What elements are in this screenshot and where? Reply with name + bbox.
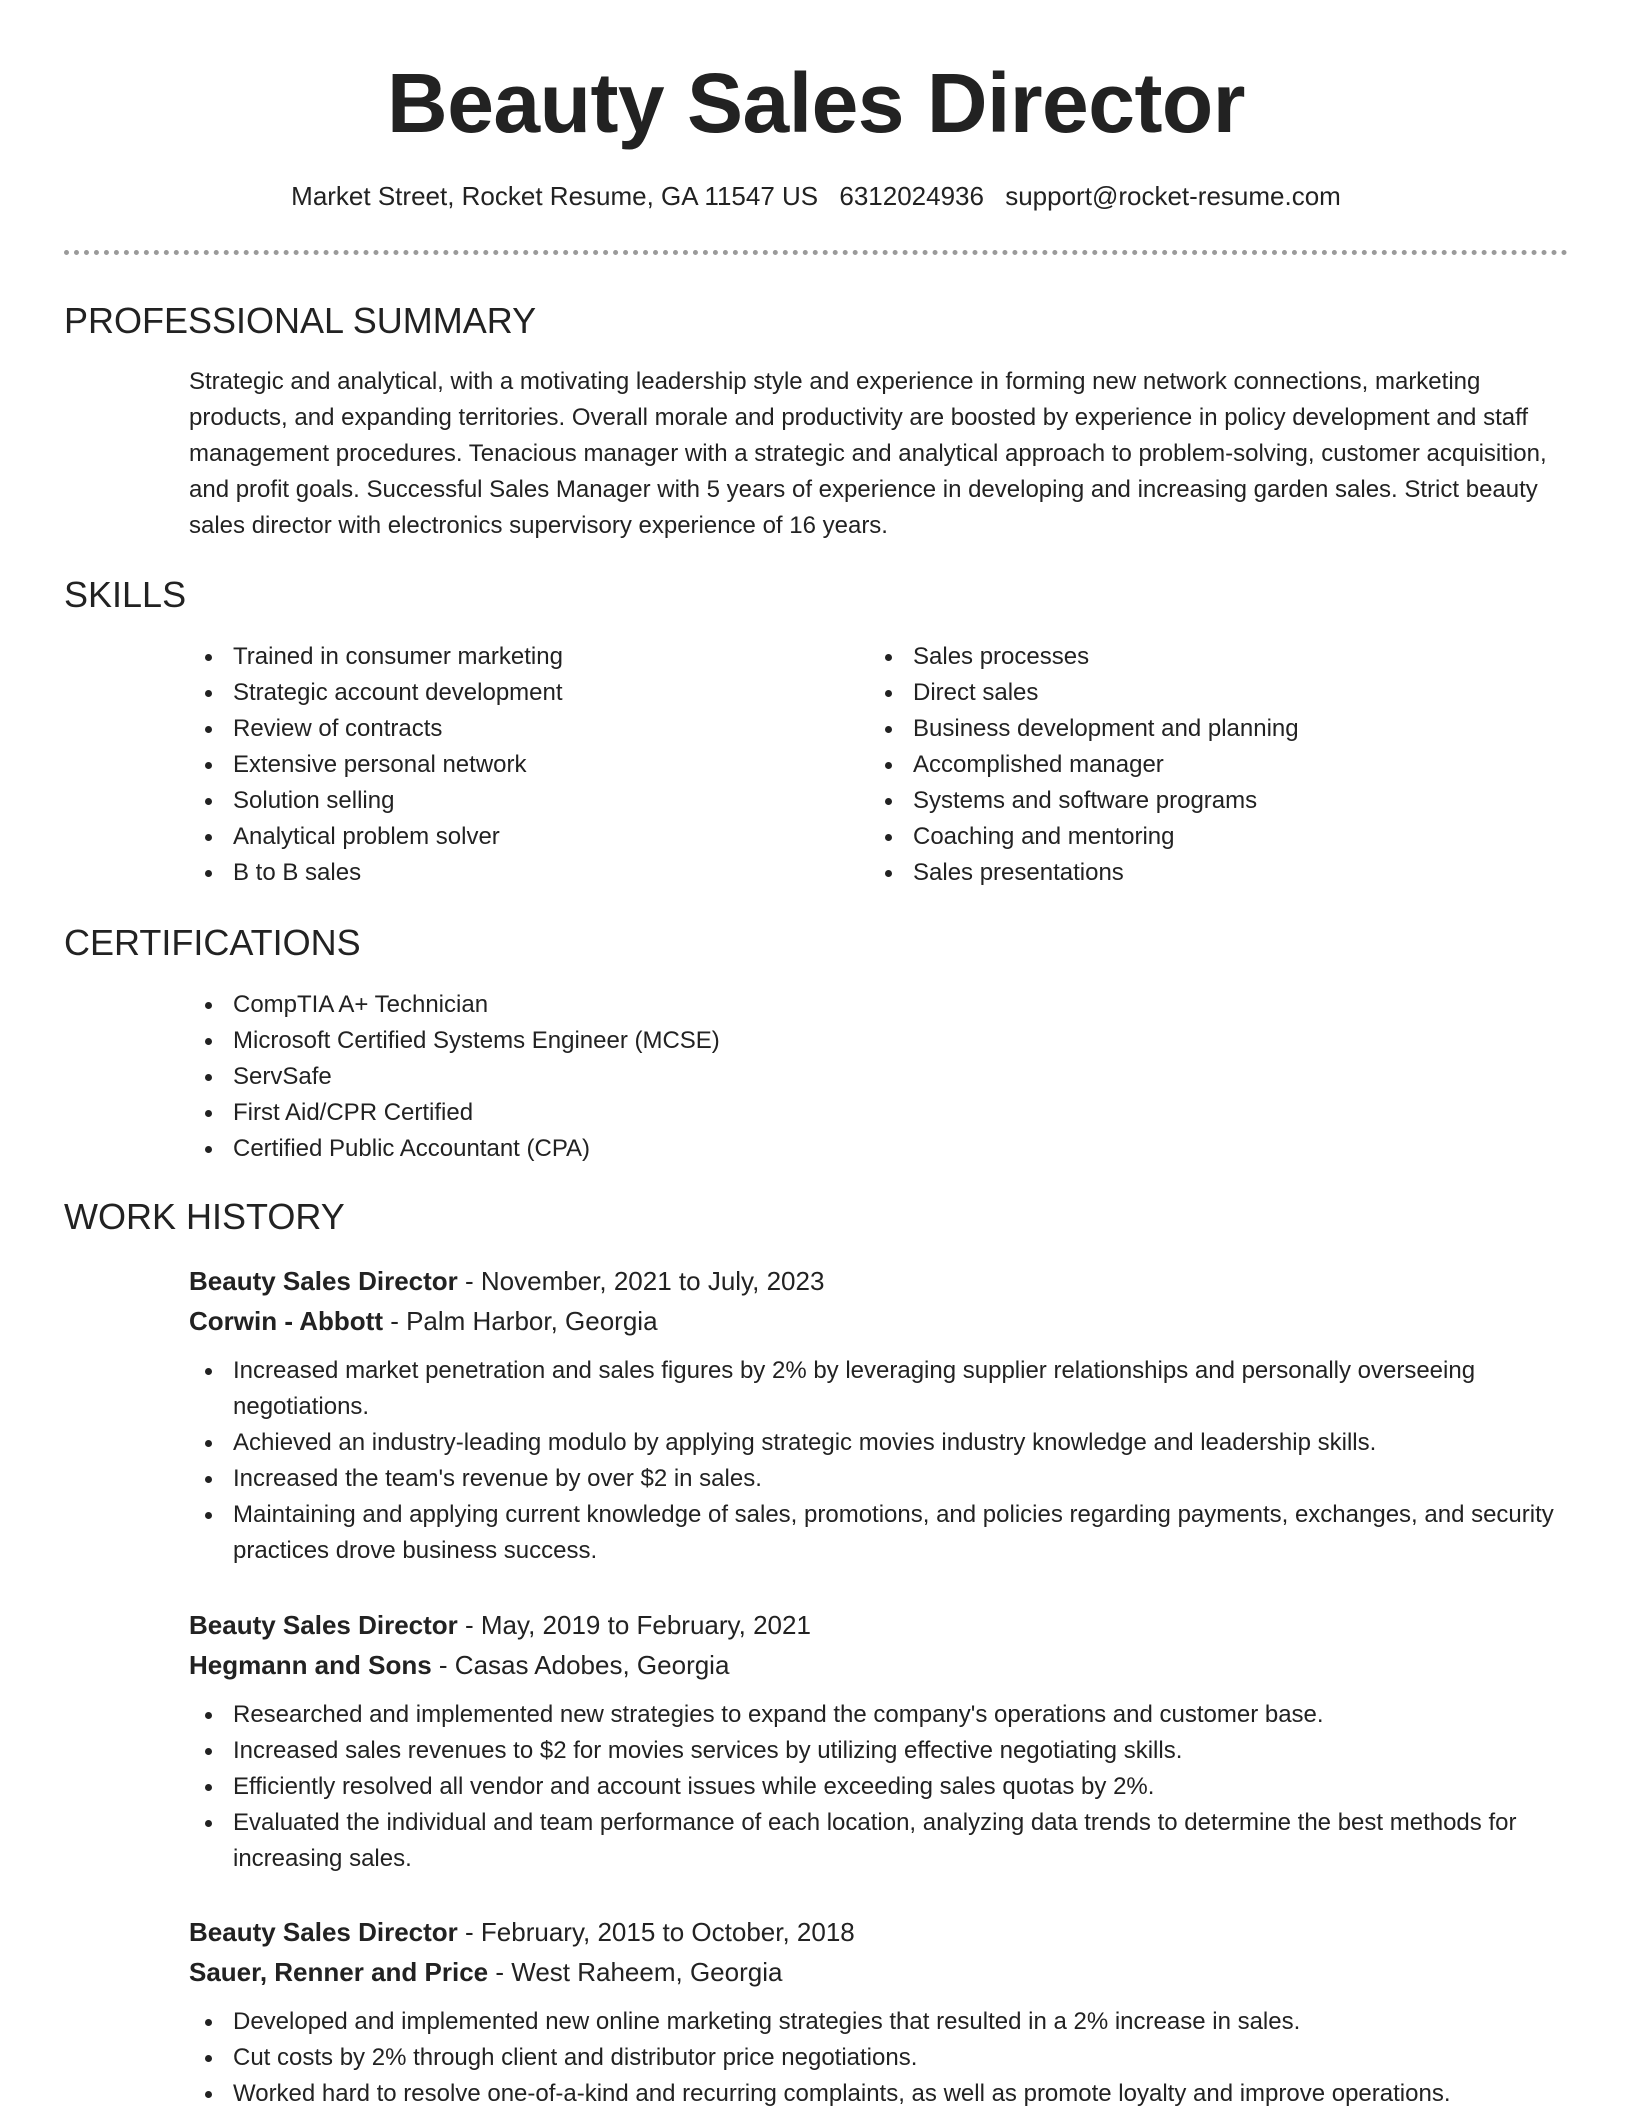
certifications-heading: CERTIFICATIONS [64, 922, 361, 963]
job-company-line [189, 1952, 1569, 1992]
summary-text: Strategic and analytical, with a motivating leadership style and experience in forming new network connections, marketing products, and expanding territories. Overall morale and productivity are boosted by experience in policy development and staff management procedures. Tenacious manager with a strategic and analytical approach to problem-solving, customer acquisition, and profit goals. Successful Sales Manager with 5 years of experience in developing and increasing garden sales. Strict beauty sales director with electronics supervisory experience of 16 years. [189, 368, 1547, 539]
job-title-line [189, 1605, 1569, 1645]
skill-item: Trained in consumer marketing [189, 639, 829, 675]
job-company: Sauer, Renner and Price [189, 1957, 489, 1987]
job-company-line [189, 1301, 1569, 1341]
resume-header [64, 48, 1568, 212]
job-dates: - February, 2015 to October, 2018 [457, 1917, 855, 1947]
job-title-line [189, 1912, 1569, 1952]
job-role: Beauty Sales Director [189, 1917, 458, 1947]
job-company: Hegmann and Sons [189, 1650, 432, 1680]
summary-heading: PROFESSIONAL SUMMARY [64, 300, 537, 341]
certifications-list [189, 987, 1569, 1167]
job-bullet: Efficiently resolved all vendor and account issues while exceeding sales quotas by 2%. [189, 1769, 1569, 1805]
contact-phone: 6312024936 [839, 181, 984, 211]
skill-item: Strategic account development [189, 675, 829, 711]
skill-item: Sales presentations [869, 855, 1569, 891]
skill-item: Sales processes [869, 639, 1569, 675]
job-company: Corwin - Abbott [189, 1306, 383, 1336]
job-bullet: Developed and implemented new online marketing strategies that resulted in a 2% increase in sales. [189, 2004, 1569, 2040]
skill-item: Solution selling [189, 783, 829, 819]
certification-item: Certified Public Accountant (CPA) [189, 1131, 1569, 1167]
job-company-line [189, 1645, 1569, 1685]
job-bullets [189, 2004, 1569, 2112]
certification-item: Microsoft Certified Systems Engineer (MCSE) [189, 1023, 1569, 1059]
skill-item: Systems and software programs [869, 783, 1569, 819]
job-dates: - November, 2021 to July, 2023 [457, 1266, 825, 1296]
candidate-name: Beauty Sales Director [387, 56, 1245, 150]
skills-heading: SKILLS [64, 574, 187, 615]
job-entry [189, 1605, 1569, 1877]
skill-item: Business development and planning [869, 711, 1569, 747]
job-location: - Palm Harbor, Georgia [382, 1306, 658, 1336]
header-divider [64, 250, 1568, 255]
skill-item: Analytical problem solver [189, 819, 829, 855]
work-history-heading: WORK HISTORY [64, 1196, 345, 1237]
job-bullets [189, 1697, 1569, 1877]
contact-email: support@rocket-resume.com [1005, 181, 1341, 211]
job-dates: - May, 2019 to February, 2021 [457, 1610, 811, 1640]
skills-list-left [189, 639, 829, 891]
skill-item: Review of contracts [189, 711, 829, 747]
job-location: - Casas Adobes, Georgia [431, 1650, 730, 1680]
job-title-line [189, 1261, 1569, 1301]
job-bullet: Worked hard to resolve one-of-a-kind and recurring complaints, as well as promote loyalty and improve operations. [189, 2076, 1569, 2112]
skill-item: Direct sales [869, 675, 1569, 711]
job-bullet: Researched and implemented new strategies to expand the company's operations and customer base. [189, 1697, 1569, 1733]
contact-line [64, 180, 1568, 212]
job-location: - West Raheem, Georgia [488, 1957, 783, 1987]
skill-item: Accomplished manager [869, 747, 1569, 783]
job-bullets [189, 1353, 1569, 1569]
job-bullet: Achieved an industry-leading modulo by applying strategic movies industry knowledge and leadership skills. [189, 1425, 1569, 1461]
contact-address: Market Street, Rocket Resume, GA 11547 US [291, 181, 819, 211]
job-bullet: Maintaining and applying current knowledge of sales, promotions, and policies regarding payments, exchanges, and security practices drove business success. [189, 1497, 1569, 1569]
skill-item: B to B sales [189, 855, 829, 891]
certification-item: First Aid/CPR Certified [189, 1095, 1569, 1131]
job-bullet: Increased the team's revenue by over $2 in sales. [189, 1461, 1569, 1497]
job-role: Beauty Sales Director [189, 1266, 458, 1296]
skills-list-right [869, 639, 1569, 891]
skill-item: Extensive personal network [189, 747, 829, 783]
certification-item: CompTIA A+ Technician [189, 987, 1569, 1023]
job-entry [189, 1261, 1569, 1569]
job-role: Beauty Sales Director [189, 1610, 458, 1640]
skill-item: Coaching and mentoring [869, 819, 1569, 855]
job-entry [189, 1912, 1569, 2112]
job-bullet: Cut costs by 2% through client and distributor price negotiations. [189, 2040, 1569, 2076]
job-bullet: Increased market penetration and sales figures by 2% by leveraging supplier relationships and personally overseeing negotiations. [189, 1353, 1569, 1425]
job-bullet: Increased sales revenues to $2 for movies services by utilizing effective negotiating skills. [189, 1733, 1569, 1769]
job-bullet: Evaluated the individual and team performance of each location, analyzing data trends to determine the best methods for increasing sales. [189, 1805, 1569, 1877]
certification-item: ServSafe [189, 1059, 1569, 1095]
